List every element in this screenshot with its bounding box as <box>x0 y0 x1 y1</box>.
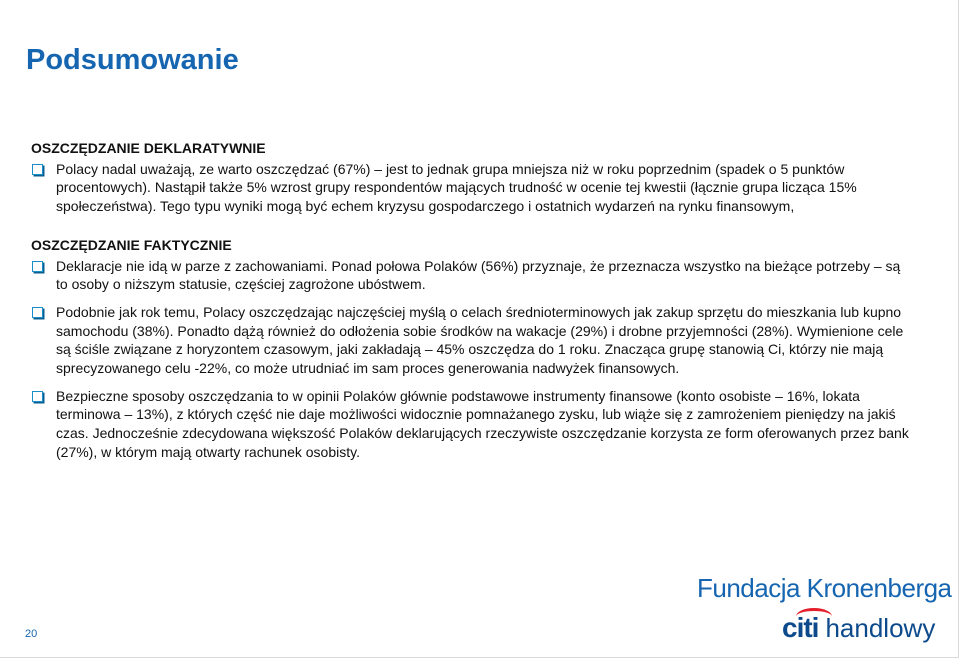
bullet-text: Deklaracje nie idą w parze z zachowaniami. Ponad połowa Polaków (56%) przyznaje, że przeznacza wszystko na bieżące potrzeby – są to osoby o niższym statusie, częściej zagrożone ubóstwem. <box>56 257 901 293</box>
slide-content <box>31 139 911 466</box>
kronenberg-logo: Fundacja Kronenberga <box>697 573 952 603</box>
bullet-text: Bezpieczne sposoby oszczędzania to w opinii Polaków głównie podstawowe instrumenty finansowe (konto osobiste – 16%, lokata terminowa – 13%), z których część nie daje możliwości widocznie pomnażanego zysku, lub wiąże się z zamrożeniem pieniędzy na jakiś czas. Jednocześnie zdecydowana większość Polaków deklarujących rzeczywiste oszczędzanie korzysta ze form oferowanych przez bank (27%), w którym mają otwarty rachunek osobisty. <box>56 387 909 460</box>
bullet-item <box>31 160 911 216</box>
bullet-item <box>31 257 911 294</box>
checkbox-bullet-icon <box>32 164 43 175</box>
bullet-text: Podobnie jak rok temu, Polacy oszczędzając najczęściej myślą o celach średnioterminowych jak zakup sprzętu do mieszkania lub kupno samochodu (38%). Ponadto dążą również do odłożenia sobie środków na wakacje (29%) i drobne przyjemności (28%). Wymienione cele są ściśle związane z horyzontem czasowym, jaki zakładają – 45% oszczędza do 1 roku. Znacząca grupę stanowią Ci, którzy nie mają sprecyzowanego celu -22%, co może utrudniać im sam proces generowania nadwyżek finansowych. <box>56 303 904 377</box>
bullet-text: Polacy nadal uważają, ze warto oszczędzać (67%) – jest to jednak grupa mniejsza niż w roku poprzednim (spadek o 5 punktów procentowych). Nastąpił także 5% wzrost grupy respondentów mających trudność w ocenie tej kwestii (łącznie grupa licząca 15% społeczeństwa). Tego typu wyniki mogą być echem kryzysu gospodarczego i ostatnich wydarzeń na rynku finansowym, <box>56 160 857 215</box>
bullet-item <box>31 303 911 378</box>
citi-handlowy-logo <box>782 612 935 644</box>
citi-arc-icon <box>796 608 832 625</box>
checkbox-bullet-icon <box>32 261 43 272</box>
handlowy-text: handlowy <box>825 613 936 643</box>
page-title: Podsumowanie <box>26 44 239 76</box>
bullet-item <box>31 387 911 462</box>
checkbox-bullet-icon <box>32 391 43 402</box>
checkbox-bullet-icon <box>32 307 43 318</box>
section-heading-actual: OSZCZĘDZANIE FAKTYCZNIE <box>31 236 232 253</box>
citi-wordmark <box>782 612 818 644</box>
section-heading-declarative: OSZCZĘDZANIE DEKLARATYWNIE <box>31 140 266 156</box>
citi-text: citi <box>782 612 819 643</box>
page-number: 20 <box>25 628 38 640</box>
